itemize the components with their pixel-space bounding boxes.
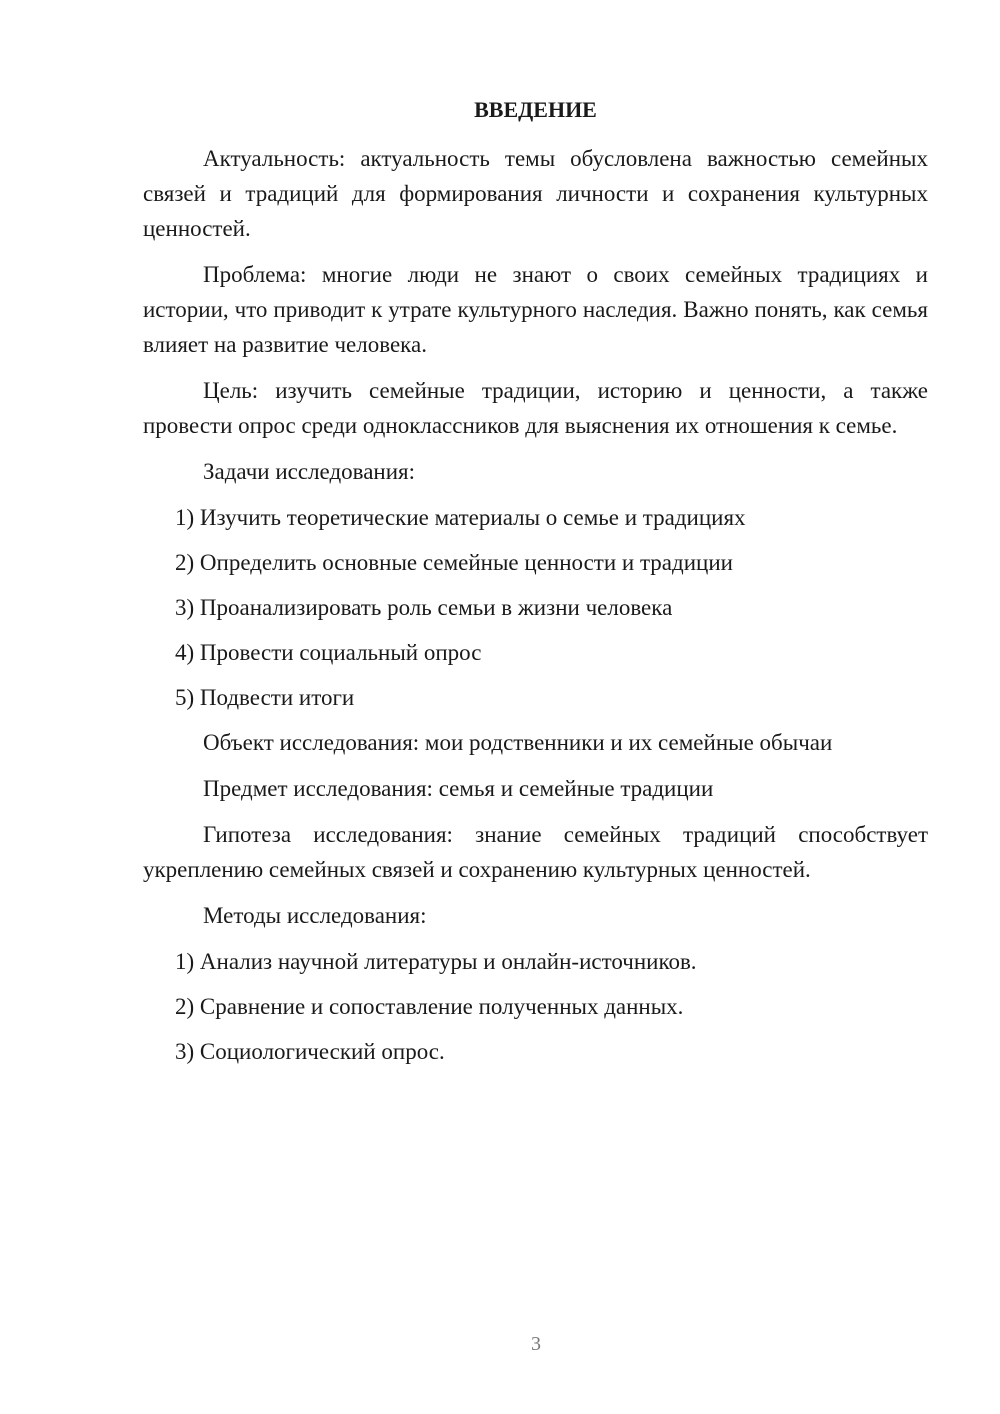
- section-heading: ВВЕДЕНИЕ: [474, 97, 597, 122]
- goal-paragraph: Цель: изучить семейные традиции, историю и ценности, а также провести опрос среди одноклассников для выяснения их отношения к семье.: [143, 378, 928, 438]
- problem-paragraph: Проблема: многие люди не знают о своих семейных традициях и истории, что приводит к утрате культурного наследия. Важно понять, как семья влияет на развитие человека.: [143, 262, 928, 357]
- list-item: 3) Проанализировать роль семьи в жизни человека: [175, 595, 673, 620]
- subject-paragraph: Предмет исследования: семья и семейные традиции: [203, 776, 714, 801]
- list-item: 1) Анализ научной литературы и онлайн-источников.: [175, 949, 697, 974]
- list-item: 4) Провести социальный опрос: [175, 640, 482, 665]
- page-number: 3: [531, 1333, 541, 1355]
- list-item: 1) Изучить теоретические материалы о семье и традициях: [175, 505, 746, 530]
- tasks-title: Задачи исследования:: [203, 459, 416, 484]
- methods-title: Методы исследования:: [203, 903, 427, 928]
- list-item: 2) Сравнение и сопоставление полученных данных.: [175, 994, 684, 1019]
- methods-list: [143, 944, 928, 1069]
- page-content: [143, 95, 928, 1079]
- list-item: 5) Подвести итоги: [175, 685, 355, 710]
- tasks-list: [143, 500, 928, 715]
- relevance-paragraph: Актуальность: актуальность темы обусловлена важностью семейных связей и традиций для формирования личности и сохранения культурных ценностей.: [143, 146, 928, 241]
- list-item: 3) Социологический опрос.: [175, 1039, 445, 1064]
- list-item: 2) Определить основные семейные ценности и традиции: [175, 550, 733, 575]
- hypothesis-paragraph: Гипотеза исследования: знание семейных традиций способствует укреплению семейных связей и сохранению культурных ценностей.: [143, 822, 928, 882]
- object-paragraph: Объект исследования: мои родственники и их семейные обычаи: [203, 730, 833, 755]
